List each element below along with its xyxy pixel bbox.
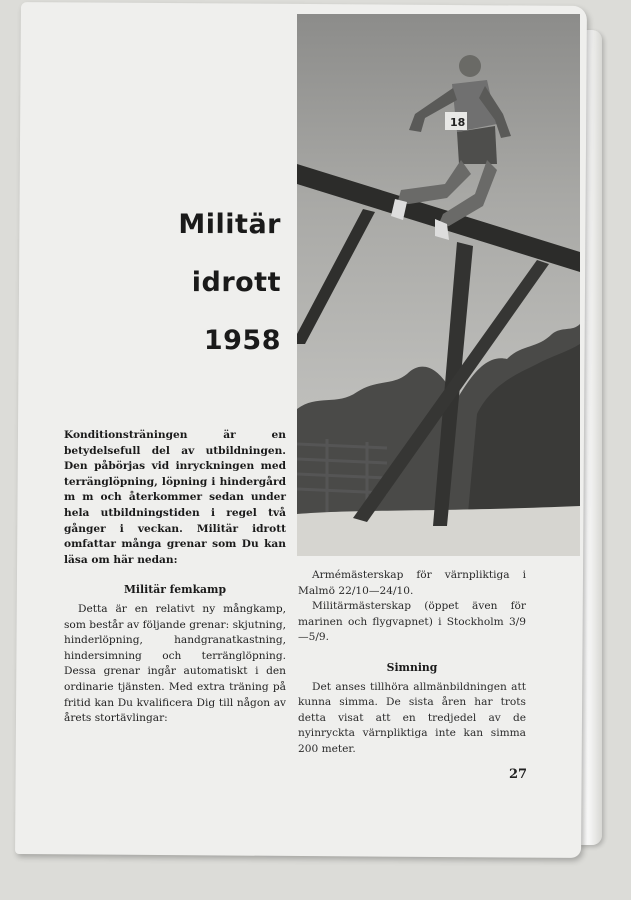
title-line-3: 1958 — [203, 325, 281, 356]
title-line-2: idrott — [191, 267, 281, 298]
militarmasterskap-paragraph: Militärmästerskap (öppet även för marinen och flygvapnet) i Stockholm 3/9—5/9. — [298, 600, 526, 644]
simning-heading: Simning — [386, 660, 438, 674]
athlete-photo — [297, 14, 580, 556]
bib-number: 18 — [450, 116, 466, 129]
left-column — [64, 428, 286, 727]
title-line-1: Militär — [178, 209, 281, 240]
armemasterskap-paragraph: Armémästerskap för värnpliktiga i Malmö 22/10—24/10. — [298, 569, 526, 597]
femkamp-paragraph: Detta är en relativt ny mångkamp, som består av följande grenar: skjutning, hinderlöpning, handgranatkastning, hindersimning och terränglöpning. Dessa grenar ingår automatiskt i den ordinarie tjänsten. Med extra träning på fritid kan Du kvalificera Dig till någon av årets stortävlingar: — [64, 602, 286, 725]
page-title — [178, 196, 281, 370]
femkamp-heading: Militär femkamp — [123, 583, 227, 597]
right-column — [298, 568, 526, 758]
intro-paragraph: Konditionsträningen är en betydelsefull del av utbildningen. Den påbörjas vid inryckningen med terränglöpning, löpning i hindergård m m och återkommer sedan under hela utbildningstiden i regel två gånger i veckan. Militär idrott omfattar många grenar som Du kan läsa om här nedan: — [64, 429, 286, 566]
simning-paragraph: Det anses tillhöra allmänbildningen att kunna simma. De sista åren har trots detta visat att en tredjedel av de nyinryckta värnpliktiga inte kan simma 200 meter. — [298, 680, 526, 755]
page-number: 27 — [509, 767, 528, 782]
